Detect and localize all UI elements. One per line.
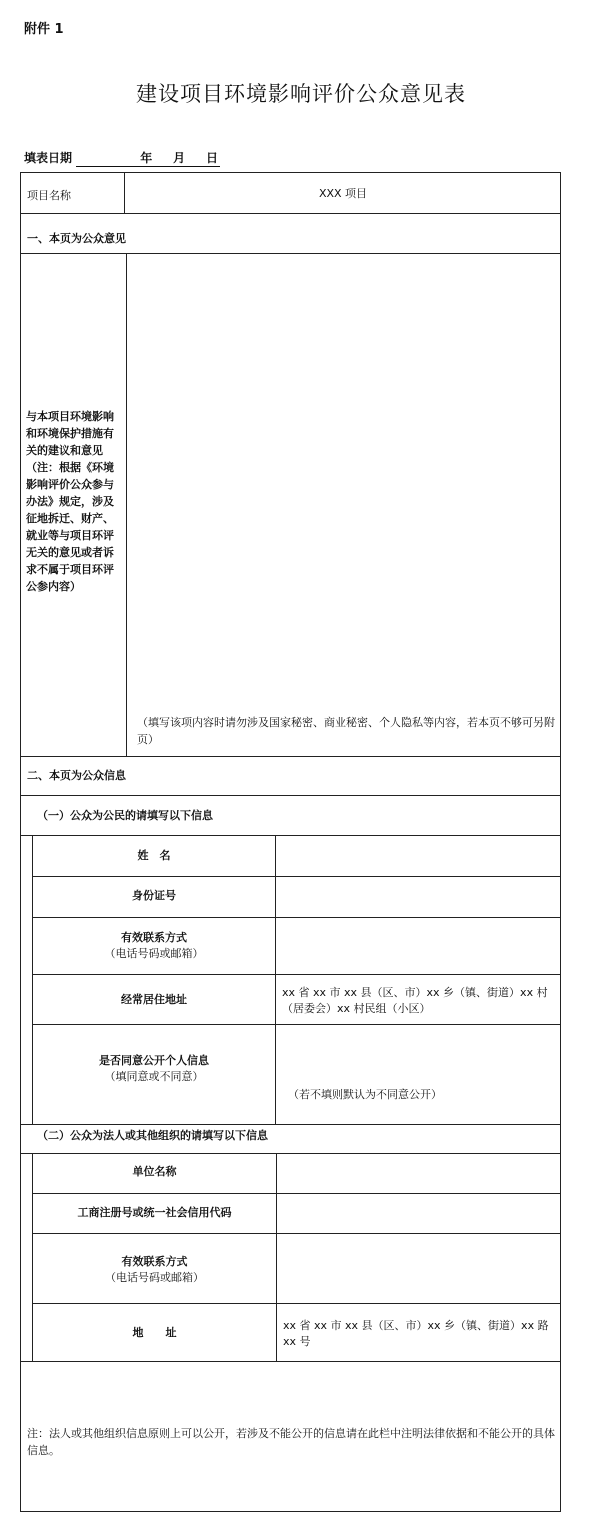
citizen-address-value[interactable]: xx 省 xx 市 xx 县（区、市）xx 乡（镇、街道）xx 村（居委会）xx 村民组（小区） (282, 986, 548, 1015)
citizen-contact-hint: （电话号码或邮箱） (104, 947, 204, 960)
citizen-consent-label: 是否同意公开个人信息 (99, 1054, 209, 1067)
opinion-label: 与本项目环境影响和环境保护措施有关的建议和意见（注：根据《环境影响评价公众参与办法》规定，涉及征地拆迁、财产、就业等与项目环评无关的意见或者诉求不属于项目环评公参内容） (26, 410, 114, 593)
fill-date-label: 填表日期 (24, 151, 73, 165)
citizen-section-header: （一）公众为公民的请填写以下信息 (37, 809, 213, 822)
section-two-header: 二、本页为公众信息 (27, 769, 126, 782)
project-name-value[interactable]: XXX 项目 (318, 187, 368, 200)
opinion-note: （填写该项内容时请勿涉及国家秘密、商业秘密、个人隐私等内容，若本页不够可另附页） (137, 716, 555, 746)
citizen-consent-note: （若不填则默认为不同意公开） (288, 1088, 442, 1101)
form-title: 建设项目环境影响评价公众意见表 (136, 82, 466, 106)
org-code-input[interactable] (278, 1195, 559, 1231)
fill-date-month: 月 (173, 151, 186, 165)
org-address-label: 地 址 (132, 1326, 177, 1339)
org-unit-label: 单位名称 (132, 1165, 177, 1178)
org-contact-label: 有效联系方式 (121, 1255, 188, 1268)
org-code-label: 工商注册号或统一社会信用代码 (77, 1206, 232, 1219)
section-one-header: 一、本页为公众意见 (27, 232, 126, 245)
citizen-id-input[interactable] (277, 878, 559, 916)
org-address-value[interactable]: xx 省 xx 市 xx 县（区、市）xx 乡（镇、街道）xx 路 xx 号 (283, 1319, 549, 1348)
project-name-label: 项目名称 (27, 189, 71, 202)
citizen-name-input[interactable] (277, 837, 559, 875)
org-contact-input[interactable] (278, 1235, 559, 1301)
fill-date-day: 日 (206, 151, 219, 165)
fill-date-year: 年 (140, 151, 153, 165)
org-footnote: 注：法人或其他组织信息原则上可以公开，若涉及不能公开的信息请在此栏中注明法律依据和不能公开的具体信息。 (27, 1427, 555, 1457)
attachment-label: 附件 1 (24, 22, 64, 37)
fill-date-field[interactable] (76, 149, 220, 167)
org-unit-input[interactable] (278, 1155, 559, 1191)
org-contact-hint: （电话号码或邮箱） (105, 1271, 204, 1284)
citizen-id-label: 身份证号 (132, 889, 176, 902)
opinion-input-area[interactable] (128, 256, 558, 706)
organization-section-header: （二）公众为法人或其他组织的请填写以下信息 (37, 1129, 268, 1142)
citizen-consent-hint: （填同意或不同意） (104, 1070, 204, 1083)
citizen-contact-label: 有效联系方式 (121, 931, 187, 944)
citizen-name-label: 姓 名 (137, 849, 171, 862)
citizen-consent-input[interactable] (277, 1027, 559, 1081)
fill-date-row (24, 149, 220, 167)
citizen-address-label: 经常居住地址 (121, 993, 187, 1006)
citizen-contact-input[interactable] (277, 919, 559, 973)
